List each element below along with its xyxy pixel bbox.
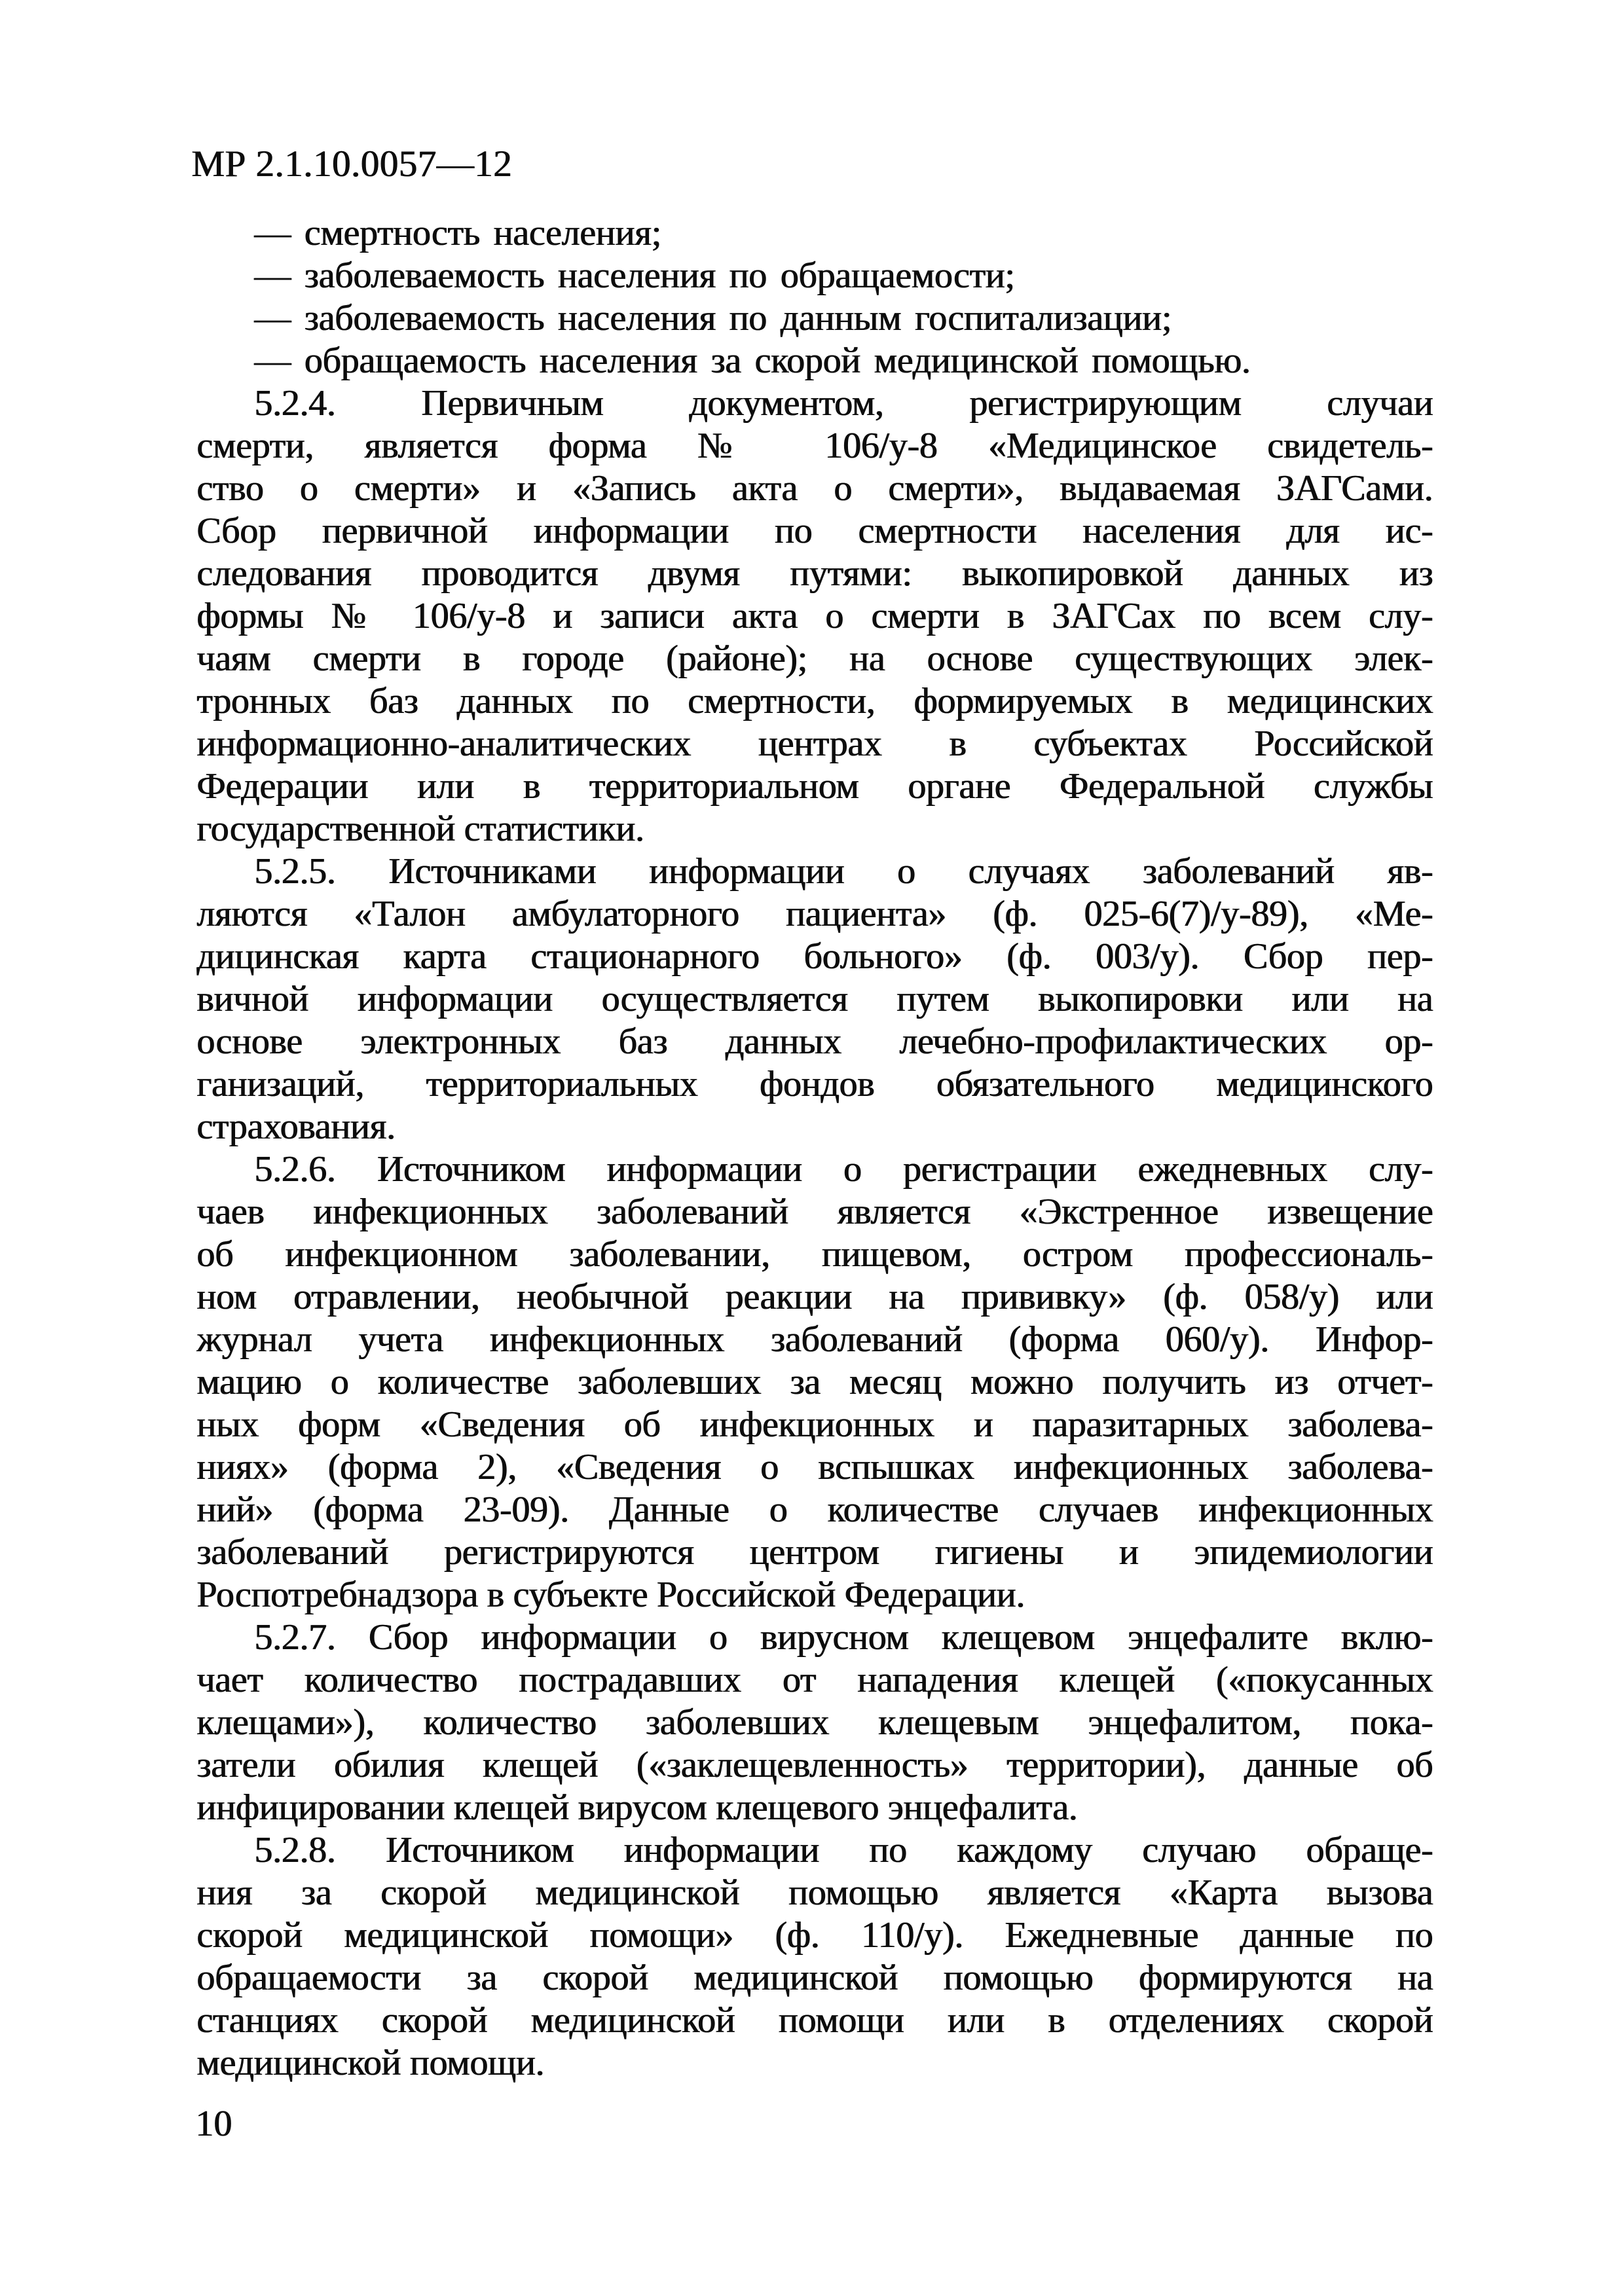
paragraph-line: основе электронных баз данных лечебно-профилактических ор-: [196, 1021, 1433, 1062]
paragraph-line: ство о смерти» и «Запись акта о смерти», выдаваемая ЗАГСами.: [196, 468, 1433, 509]
paragraph-line: ниях» (форма 2), «Сведения о вспышках инфекционных заболева-: [196, 1447, 1433, 1487]
paragraph-line: скорой медицинской помощи» (ф. 110/у). Ежедневные данные по: [196, 1915, 1433, 1956]
paragraph-line: ния за скорой медицинской помощью является «Карта вызова: [196, 1872, 1433, 1913]
paragraph-line: клещами»), количество заболевших клещевым энцефалитом, пока-: [196, 1702, 1433, 1743]
paragraph-line: чает количество пострадавших от нападения клещей («покусанных: [196, 1660, 1433, 1700]
paragraph-line: смерти, является форма № 106/у-8 «Медицинское свидетель-: [196, 426, 1433, 466]
paragraph-line: об инфекционном заболевании, пищевом, остром профессиональ-: [196, 1234, 1433, 1275]
list-item: — смертность населения;: [254, 213, 661, 253]
paragraph-line: 5.2.4. Первичным документом, регистрирующим случаи: [254, 383, 1433, 424]
paragraph-line: затели обилия клещей («заклещевленность» территории), данные об: [196, 1745, 1433, 1785]
paragraph-line: дицинская карта стационарного больного» (ф. 003/у). Сбор пер-: [196, 936, 1433, 977]
paragraph-line: государственной статистики.: [196, 809, 644, 849]
paragraph-line: чаям смерти в городе (районе); на основе существующих элек-: [196, 638, 1433, 679]
paragraph-line: ляются «Талон амбулаторного пациента» (ф. 025-6(7)/у-89), «Ме-: [196, 894, 1433, 934]
paragraph-line: ных форм «Сведения об инфекционных и паразитарных заболева-: [196, 1404, 1433, 1445]
paragraph-line: вичной информации осуществляется путем выкопировки или на: [196, 979, 1433, 1019]
paragraph-line: информационно-аналитических центрах в субъектах Российской: [196, 723, 1433, 764]
paragraph-line: заболеваний регистрируются центром гигиены и эпидемиологии: [196, 1532, 1433, 1573]
document-body: [196, 212, 1433, 2085]
document-code: МР 2.1.10.0057—12: [191, 143, 512, 185]
page-number: 10: [195, 2104, 232, 2144]
paragraph-line: Сбор первичной информации по смертности населения для ис-: [196, 511, 1433, 551]
paragraph-line: станциях скорой медицинской помощи или в отделениях скорой: [196, 2000, 1433, 2041]
list-item: — заболеваемость населения по данным госпитализации;: [254, 298, 1172, 338]
paragraph-line: Роспотребнадзора в субъекте Российской Федерации.: [196, 1575, 1025, 1615]
paragraph-line: страхования.: [196, 1106, 396, 1147]
paragraph-line: Федерации или в территориальном органе Федеральной службы: [196, 766, 1433, 807]
paragraph-line: обращаемости за скорой медицинской помощью формируются на: [196, 1958, 1433, 1998]
list-item: — обращаемость населения за скорой медицинской помощью.: [254, 340, 1251, 381]
paragraph-line: медицинской помощи.: [196, 2043, 544, 2083]
paragraph-line: следования проводится двумя путями: выкопировкой данных из: [196, 553, 1433, 594]
paragraph-line: 5.2.5. Источниками информации о случаях заболеваний яв-: [254, 851, 1433, 892]
paragraph-line: 5.2.8. Источником информации по каждому случаю обраще-: [254, 1830, 1433, 1870]
paragraph-line: журнал учета инфекционных заболеваний (форма 060/у). Инфор-: [196, 1319, 1433, 1360]
paragraph-line: 5.2.7. Сбор информации о вирусном клещевом энцефалите вклю-: [254, 1617, 1433, 1658]
paragraph-line: инфицировании клещей вирусом клещевого энцефалита.: [196, 1787, 1078, 1828]
paragraph-line: 5.2.6. Источником информации о регистрации ежедневных слу-: [254, 1149, 1433, 1190]
paragraph-line: мацию о количестве заболевших за месяц можно получить из отчет-: [196, 1362, 1433, 1402]
paragraph-line: ний» (форма 23-09). Данные о количестве случаев инфекционных: [196, 1489, 1433, 1530]
paragraph-line: тронных баз данных по смертности, формируемых в медицинских: [196, 681, 1433, 721]
paragraph-line: ганизаций, территориальных фондов обязательного медицинского: [196, 1064, 1433, 1104]
list-item: — заболеваемость населения по обращаемости;: [254, 255, 1015, 296]
paragraph-line: формы № 106/у-8 и записи акта о смерти в ЗАГСах по всем слу-: [196, 596, 1433, 636]
paragraph-line: чаев инфекционных заболеваний является «Экстренное извещение: [196, 1192, 1433, 1232]
paragraph-line: ном отравлении, необычной реакции на прививку» (ф. 058/у) или: [196, 1277, 1433, 1317]
